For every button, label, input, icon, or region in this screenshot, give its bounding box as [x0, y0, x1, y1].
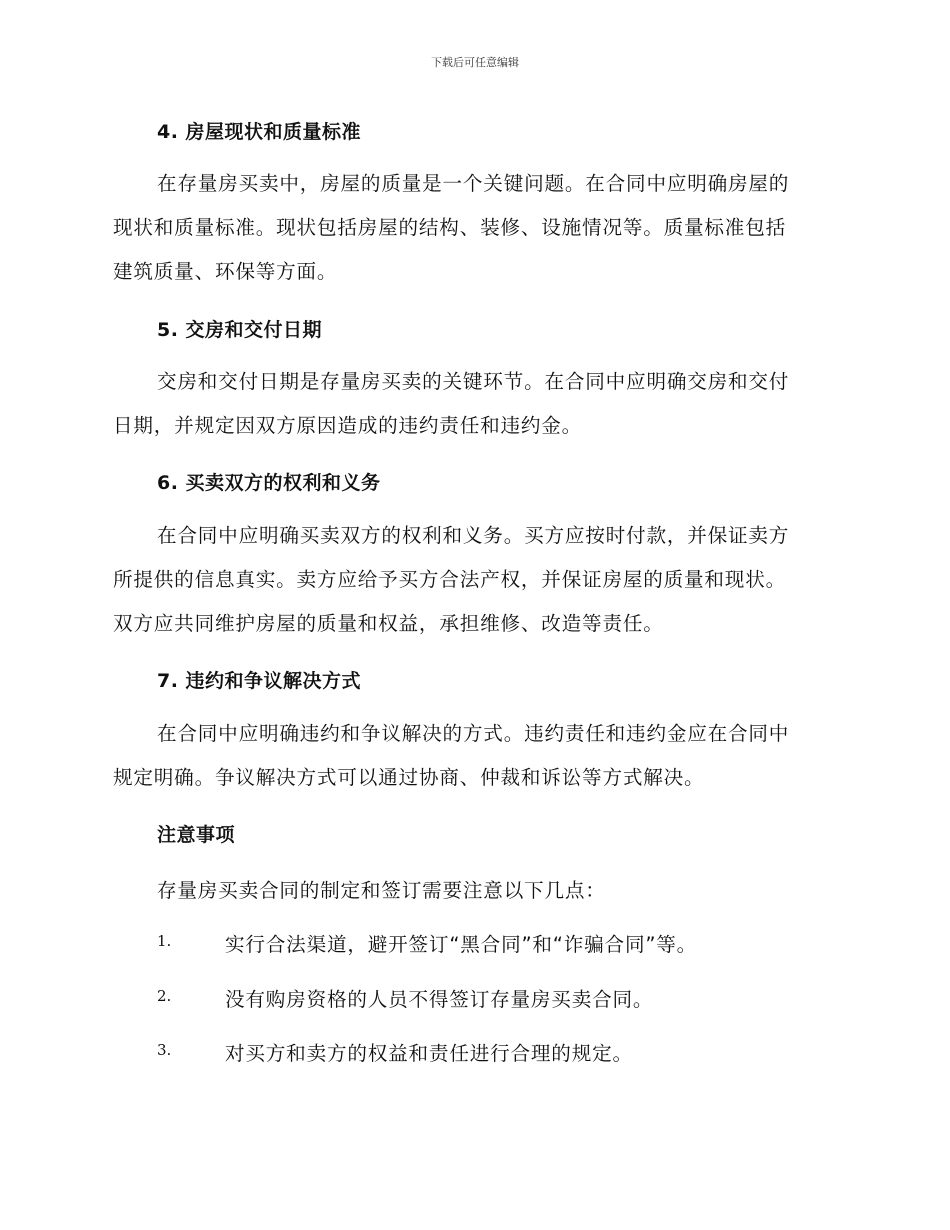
paragraph-line: 现状和质量标准。现状包括房屋的结构、装修、设施情况等。质量标准包括: [113, 216, 786, 239]
section-paragraph-4: [113, 162, 833, 294]
paragraph-line: 所提供的信息真实。卖方应给予买方合法产权，并保证房屋的质量和现状。: [113, 568, 786, 591]
list-number: 2.: [157, 987, 172, 1005]
list-text: 实行合法渠道，避开签订“黑合同”和“诈骗合同”等。: [225, 933, 698, 956]
paragraph-line: 在存量房买卖中，房屋的质量是一个关键问题。在合同中应明确房屋的: [157, 172, 790, 195]
section-paragraph-6: [113, 514, 833, 646]
list-text: 没有购房资格的人员不得签订存量房买卖合同。: [225, 988, 654, 1011]
notes-heading: 注意事项: [157, 824, 236, 846]
section-heading-6: 6. 买卖双方的权利和义务: [157, 472, 381, 494]
list-text: 对买方和卖方的权益和责任进行合理的规定。: [225, 1042, 633, 1065]
paragraph-line: 在合同中应明确违约和争议解决的方式。违约责任和违约金应在合同中: [157, 722, 790, 745]
paragraph-line: 交房和交付日期是存量房买卖的关键环节。在合同中应明确交房和交付: [157, 370, 790, 393]
list-number: 1.: [157, 932, 172, 950]
paragraph-line: 双方应共同维护房屋的质量和权益，承担维修、改造等责任。: [113, 612, 664, 635]
notes-intro: 存量房买卖合同的制定和签订需要注意以下几点：: [157, 879, 606, 902]
section-heading-4: 4. 房屋现状和质量标准: [157, 121, 362, 143]
paragraph-line: 规定明确。争议解决方式可以通过协商、仲裁和诉讼等方式解决。: [113, 766, 705, 789]
list-number: 3.: [157, 1041, 172, 1059]
section-paragraph-7: [113, 712, 833, 800]
section-paragraph-5: [113, 360, 833, 448]
paragraph-line: 建筑质量、环保等方面。: [113, 260, 338, 283]
page-header: 下载后可任意编辑: [431, 56, 519, 69]
paragraph-line: 日期，并规定因双方原因造成的违约责任和违约金。: [113, 414, 583, 437]
section-heading-5: 5. 交房和交付日期: [157, 319, 323, 341]
section-heading-7: 7. 违约和争议解决方式: [157, 670, 362, 692]
paragraph-line: 在合同中应明确买卖双方的权利和义务。买方应按时付款，并保证卖方: [157, 524, 790, 547]
